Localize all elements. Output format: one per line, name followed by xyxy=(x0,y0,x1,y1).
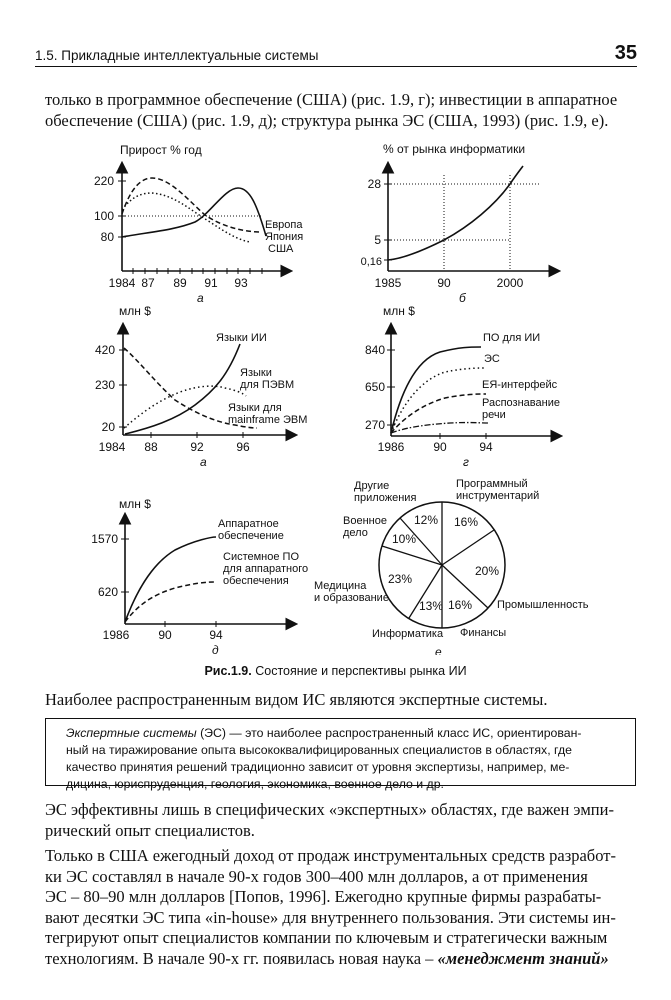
slice-label-other: Другие xyxy=(354,480,390,492)
definition-box xyxy=(45,718,636,791)
x-tick: 87 xyxy=(141,276,155,290)
x-tick: 1984 xyxy=(108,276,136,290)
series-hardware xyxy=(125,537,216,622)
x-tick: 1985 xyxy=(374,276,402,290)
para2-line-1: Только в США ежегодный доход от продаж инструментальных средств разработ- xyxy=(45,846,616,865)
x-tick: 96 xyxy=(236,440,250,454)
y-tick-230: 230 xyxy=(94,378,115,392)
para2-line-2: ки ЭС составлял в начале 90-х годов 300–400 млн долларов, а от применения xyxy=(45,866,588,886)
y-axis-label: млн $ xyxy=(119,497,151,511)
x-tick: 1984 xyxy=(98,440,126,454)
caption-text: Состояние и перспективы рынка ИИ xyxy=(255,664,467,678)
slice-label-industry: Промышленность xyxy=(497,599,589,611)
slice-value-informatics: 13% xyxy=(419,599,444,613)
x-tick: 88 xyxy=(144,440,158,454)
definition-line-1: (ЭС) — это наиболее распространенный класс ИС, ориентирован- xyxy=(196,726,582,740)
chart-ai-software xyxy=(365,304,560,469)
y-tick-270: 270 xyxy=(364,418,385,432)
series-ai-languages xyxy=(125,344,240,434)
legend-nl-interface: ЕЯ-интерфейс xyxy=(482,379,558,391)
y-tick-80: 80 xyxy=(100,230,114,244)
y-axis-label: Прирост % год xyxy=(120,143,202,157)
x-tick: 91 xyxy=(204,276,218,290)
legend-ai-software: ПО для ИИ xyxy=(483,332,541,344)
para2-line-4: вают десятки ЭС типа «in-house» для внутреннего пользования. Эти системы ин- xyxy=(45,907,616,927)
legend-japan: Япония xyxy=(265,231,304,243)
legend-pc-languages-2: для ПЭВМ xyxy=(240,379,295,391)
series-es-share xyxy=(388,166,523,260)
legend-system-software: Системное ПО xyxy=(223,551,300,563)
para1-line-2: рический опыт специалистов. xyxy=(45,820,255,840)
chart-ai-languages xyxy=(95,304,307,469)
y-tick-840: 840 xyxy=(364,343,385,357)
panel-label: б xyxy=(459,291,466,305)
y-tick-620: 620 xyxy=(97,585,118,599)
figure-1-9 xyxy=(0,135,671,655)
y-tick-650: 650 xyxy=(364,380,385,394)
x-tick: 90 xyxy=(437,276,451,290)
series-system-software xyxy=(125,582,216,622)
panel-label: г xyxy=(463,455,469,469)
slice-value-tools: 16% xyxy=(454,515,479,529)
definition-line-4: дицина, юриспруденция, геология, экономика, военное дело и др. xyxy=(66,777,444,791)
slice-label-medicine: Медицина xyxy=(314,580,367,592)
y-tick-1570: 1570 xyxy=(91,532,118,546)
x-tick: 90 xyxy=(433,440,447,454)
legend-pc-languages: Языки xyxy=(240,367,272,379)
section-title: 1.5. Прикладные интеллектуальные системы xyxy=(35,48,319,63)
caption-label: Рис.1.9. xyxy=(204,664,252,678)
panel-label: е xyxy=(435,645,442,655)
para2-line-5: тегрируют опыт специалистов компании по ключевым и стратегически важным xyxy=(45,928,608,947)
x-tick: 94 xyxy=(209,628,223,642)
panel-label: д xyxy=(212,643,219,655)
y-tick-5: 5 xyxy=(374,233,381,247)
slice-label-military: Военное xyxy=(343,515,387,527)
x-tick: 2000 xyxy=(496,276,524,290)
slice-value-military: 10% xyxy=(392,532,417,546)
definition-term: Экспертные системы xyxy=(66,726,197,740)
y-tick-100: 100 xyxy=(93,209,114,223)
intro-paragraph xyxy=(45,90,639,131)
series-europe xyxy=(122,188,266,237)
y-axis-label: млн $ xyxy=(383,304,415,318)
y-axis-label: млн $ xyxy=(119,304,151,318)
y-tick-20: 20 xyxy=(101,420,115,434)
definition-line-2: ный на тиражирование опыта высококвалифицированных специалистов в областях, где xyxy=(66,743,572,757)
page-number: 35 xyxy=(614,42,637,64)
slice-value-industry: 20% xyxy=(475,564,500,578)
series-nl-interface xyxy=(391,394,486,433)
para2-line-6: технологиям. В начале 90-х гг. появилась новая наука – xyxy=(45,948,438,968)
figure-caption xyxy=(0,664,671,678)
legend-hardware-2: обеспечение xyxy=(218,530,284,542)
slice-label-other-2: приложения xyxy=(354,492,417,504)
chart-es-market-structure xyxy=(314,478,589,655)
x-tick: 90 xyxy=(158,628,172,642)
x-tick: 1986 xyxy=(377,440,405,454)
slice-value-medicine: 23% xyxy=(388,572,413,586)
definition-line-3: качество принятия решений традиционно зависит от уровня экспертизы, например, ме- xyxy=(66,760,570,774)
panel-label: а xyxy=(197,291,204,305)
slice-label-medicine-2: и образование xyxy=(314,592,389,604)
slice-value-other: 12% xyxy=(414,513,439,527)
running-head xyxy=(35,44,637,67)
x-tick: 93 xyxy=(234,276,248,290)
legend-speech-recognition-2: речи xyxy=(482,409,506,421)
x-tick: 94 xyxy=(479,440,493,454)
slice-label-military-2: дело xyxy=(343,527,368,539)
slice-label-informatics: Информатика xyxy=(372,628,444,640)
legend-mainframe-languages: Языки для xyxy=(228,402,282,414)
legend-usa: США xyxy=(268,243,294,255)
y-tick-420: 420 xyxy=(94,343,115,357)
legend-es: ЭС xyxy=(484,353,500,365)
legend-ai-languages: Языки ИИ xyxy=(216,332,267,344)
slice-label-tools: Программный xyxy=(456,478,528,490)
series-speech-recognition xyxy=(391,423,488,433)
chart-growth-by-region xyxy=(94,143,303,305)
x-tick: 1986 xyxy=(102,628,130,642)
lead-sentence: Наиболее распространенным видом ИС являются экспертные системы. xyxy=(45,690,548,709)
y-tick-28: 28 xyxy=(367,177,381,191)
legend-mainframe-languages-2: mainframe ЭВМ xyxy=(228,414,308,426)
y-tick-016: 0,16 xyxy=(360,256,382,268)
slice-value-finance: 16% xyxy=(448,598,473,612)
x-tick: 92 xyxy=(190,440,204,454)
body-paragraph-1 xyxy=(45,800,639,841)
para1-line-1: ЭС эффективны лишь в специфических «экспертных» областях, где важен эмпи- xyxy=(45,800,614,819)
chart-es-market-share xyxy=(361,142,558,305)
legend-hardware: Аппаратное xyxy=(218,518,279,530)
slice-label-tools-2: инструментарий xyxy=(456,490,540,502)
body-paragraph-2 xyxy=(45,846,639,969)
legend-system-software-3: обеспечения xyxy=(223,575,289,587)
knowledge-management-term: «менеджмент знаний» xyxy=(437,948,609,968)
slice-label-finance: Финансы xyxy=(460,627,507,639)
y-tick-220: 220 xyxy=(93,174,114,188)
legend-system-software-2: для аппаратного xyxy=(223,563,309,575)
intro-line-2: обеспечение (США) (рис. 1.9, д); структура рынка ЭС (США, 1993) (рис. 1.9, е). xyxy=(45,110,609,130)
chart-hardware-investment xyxy=(91,497,308,655)
legend-europe: Европа xyxy=(265,219,303,231)
panel-label: а xyxy=(200,455,207,469)
legend-speech-recognition: Распознавание xyxy=(482,397,560,409)
para2-line-3: ЭС – 80–90 млн долларов [Попов, 1996]. Ежегодно крупные фирмы разрабаты- xyxy=(45,887,602,906)
x-tick: 89 xyxy=(173,276,187,290)
intro-line-1: только в программное обеспечение (США) (рис. 1.9, г); инвестиции в аппаратное xyxy=(45,90,618,109)
y-axis-label: % от рынка информатики xyxy=(383,142,526,156)
